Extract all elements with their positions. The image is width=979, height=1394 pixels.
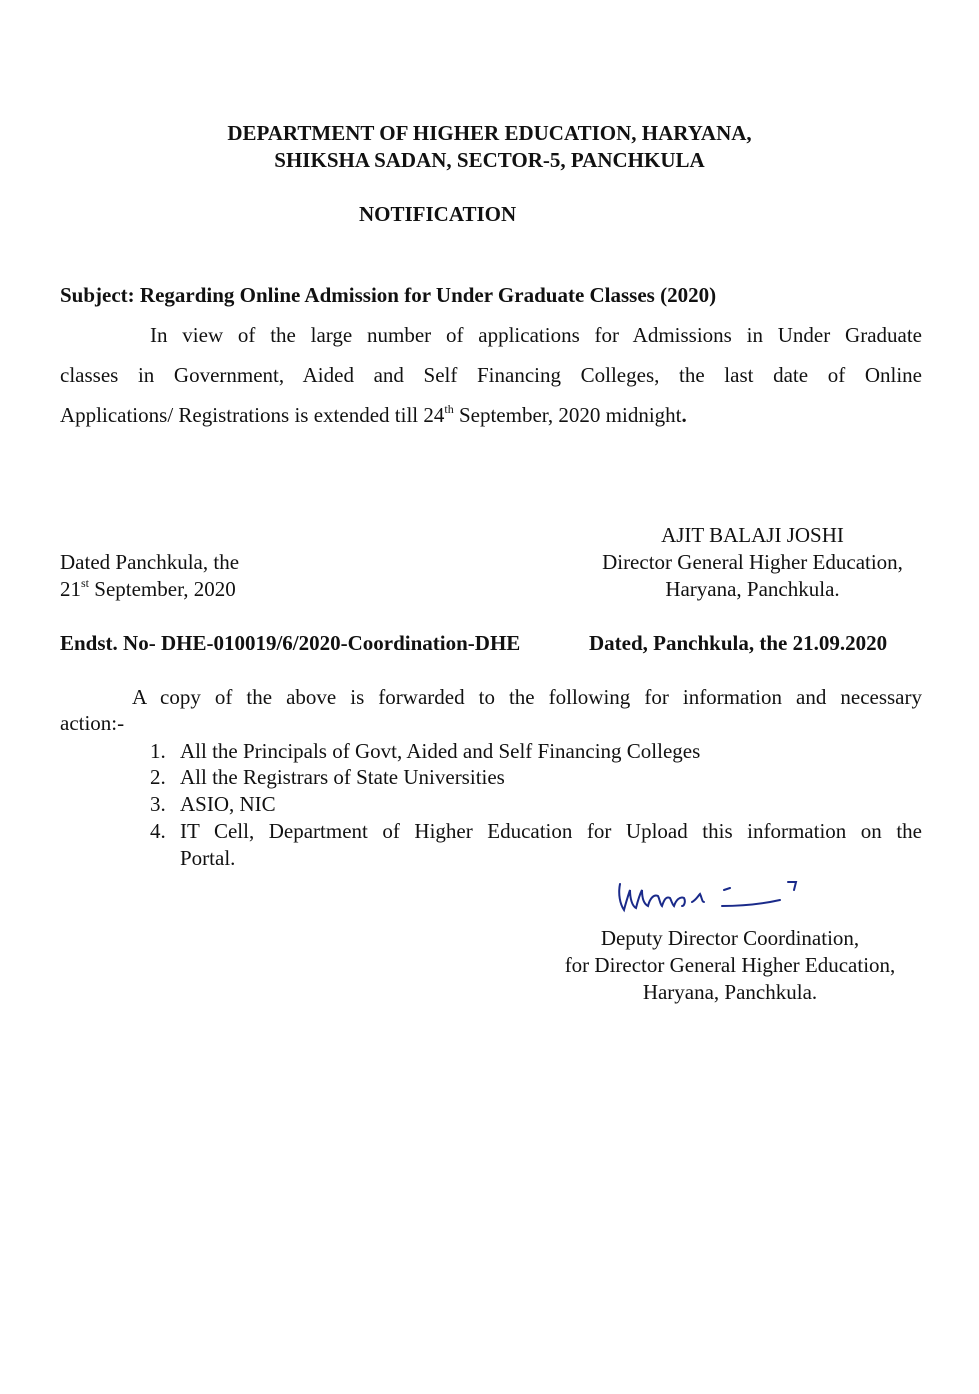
- body-line-1: [150, 323, 922, 348]
- list-item-number: 2.: [150, 765, 166, 789]
- signatory-designation: Director General Higher Education,: [602, 550, 903, 574]
- copy-intro-line-2: action:-: [60, 711, 125, 735]
- body-line-3-pre: Applications/ Registrations is extended till 24: [60, 403, 445, 427]
- list-item: [150, 765, 505, 790]
- copy-intro-line-1: [132, 685, 922, 710]
- body-line-1-text: In view of the large number of applications for Admissions in Under Graduate: [150, 323, 922, 347]
- body-line-3-end: .: [681, 403, 687, 427]
- department-address: SHIKSHA SADAN, SECTOR-5, PANCHKULA: [274, 148, 705, 172]
- body-line-3: [60, 403, 687, 428]
- endorsement-number: Endst. No- DHE-010019/6/2020-Coordination-DHE: [60, 631, 521, 655]
- list-item: [150, 792, 276, 817]
- handwritten-signature-icon: [612, 872, 812, 922]
- list-item-text: IT Cell, Department of Higher Education for Upload this information on the: [180, 819, 922, 843]
- dated-month-year: September, 2020: [89, 577, 236, 601]
- dated-day-sup: st: [81, 576, 90, 590]
- signatory-place: Haryana, Panchkula.: [665, 577, 840, 601]
- list-item-number: 1.: [150, 739, 166, 763]
- list-item-text: All the Principals of Govt, Aided and Self Financing Colleges: [180, 739, 701, 763]
- signatory-name: AJIT BALAJI JOSHI: [661, 523, 844, 547]
- subject-line: Subject: Regarding Online Admission for Under Graduate Classes (2020): [60, 283, 717, 307]
- body-line-3-sup: th: [444, 402, 454, 416]
- body-line-3-post: September, 2020 midnight: [453, 403, 682, 427]
- deputy-designation: Deputy Director Coordination,: [600, 926, 860, 950]
- list-item-number: 3.: [150, 792, 166, 816]
- dated-day: 21: [60, 577, 81, 601]
- list-item-text: ASIO, NIC: [180, 792, 276, 816]
- body-line-2: [60, 363, 922, 388]
- list-item: [150, 739, 700, 764]
- list-item-text: All the Registrars of State Universities: [180, 765, 505, 789]
- deputy-place: Haryana, Panchkula.: [642, 980, 818, 1004]
- list-item: [150, 819, 922, 844]
- copy-intro-line-1-text: A copy of the above is forwarded to the following for information and necessary: [132, 685, 922, 709]
- list-item-number: 4.: [150, 819, 166, 843]
- dated-line-1: Dated Panchkula, the: [60, 550, 240, 574]
- deputy-on-behalf: for Director General Higher Education,: [564, 953, 896, 977]
- list-item-continuation: Portal.: [180, 846, 236, 870]
- notification-title: NOTIFICATION: [359, 202, 517, 226]
- endorsement-date: Dated, Panchkula, the 21.09.2020: [589, 631, 888, 655]
- dated-line-2: [60, 577, 236, 602]
- department-name: DEPARTMENT OF HIGHER EDUCATION, HARYANA,: [227, 121, 752, 145]
- body-line-2-text: classes in Government, Aided and Self Financing Colleges, the last date of Online: [60, 363, 922, 387]
